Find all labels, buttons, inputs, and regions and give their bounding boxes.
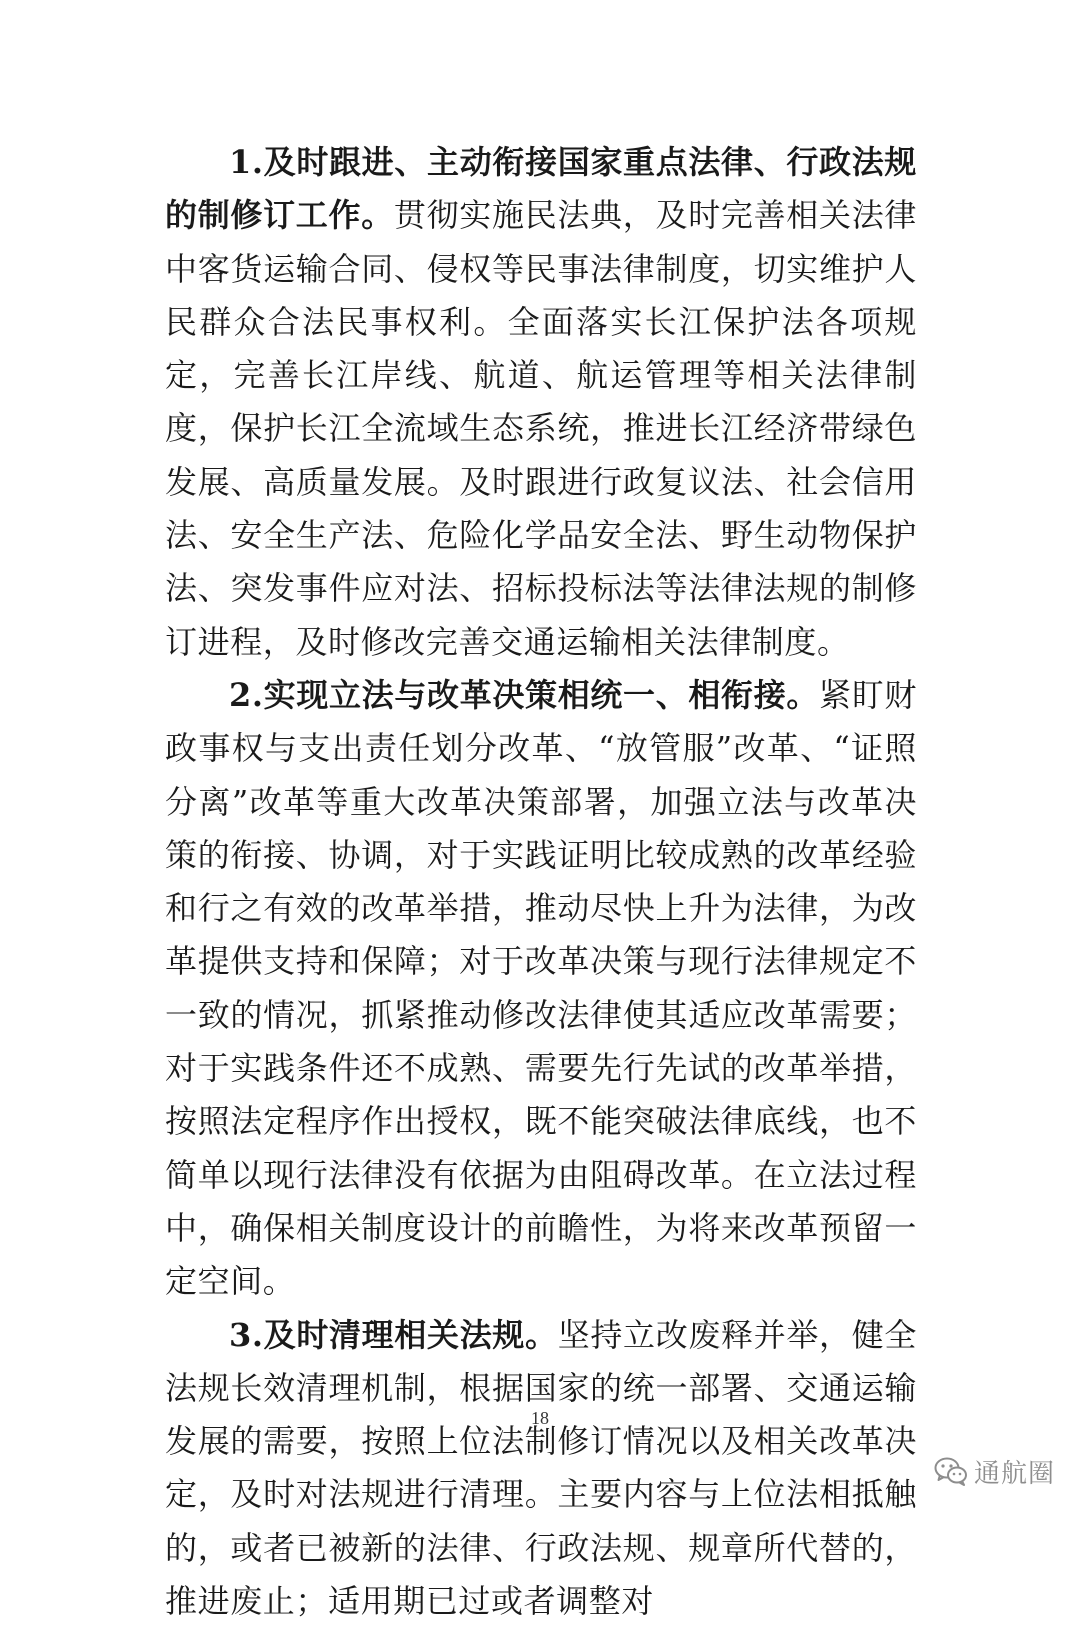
watermark-text: 通航圈	[974, 1458, 1056, 1489]
paragraph-1	[165, 136, 917, 669]
paragraph-1-heading: 1.及时跟进、主动衔接国家重点法律、行政法规的制修订工作。	[165, 143, 917, 235]
paragraph-2	[165, 669, 917, 1309]
paragraph-3-heading: 3.及时清理相关法规。	[229, 1315, 558, 1354]
document-body	[165, 136, 917, 1628]
paragraph-2-heading: 2.实现立法与改革决策相统一、相衔接。	[229, 675, 820, 714]
wechat-icon	[934, 1456, 968, 1486]
paragraph-1-text: 贯彻实施民法典，及时完善相关法律中客货运输合同、侵权等民事法律制度，切实维护人民群众合法民事权利。全面落实长江保护法各项规定，完善长江岸线、航道、航运管理等相关法律制度，保护长江全流域生态系统，推进长江经济带绿色发展、高质量发展。及时跟进行政复议法、社会信用法、安全生产法、危险化学品安全法、野生动物保护法、突发事件应对法、招标投标法等法律法规的制修订进程，及时修改完善交通运输相关法律制度。	[165, 196, 917, 661]
paragraph-3-text: 坚持立改废释并举，健全法规长效清理机制，根据国家的统一部署、交通运输发展的需要，按照上位法制修订情况以及相关改革决定，及时对法规进行清理。主要内容与上位法相抵触的，或者已被新的法律、行政法规、规章所代替的，推进废止；适用期已过或者调整对	[165, 1315, 917, 1621]
page-number: 18	[531, 1408, 549, 1428]
watermark	[934, 1451, 1055, 1491]
paragraph-2-text: 紧盯财政事权与支出责任划分改革、“放管服”改革、“证照分离”改革等重大改革决策部署，加强立法与改革决策的衔接、协调，对于实践证明比较成熟的改革经验和行之有效的改革举措，推动尽快上升为法律，为改革提供支持和保障；对于改革决策与现行法律规定不一致的情况，抓紧推动修改法律使其适应改革需要；对于实践条件还不成熟、需要先行先试的改革举措，按照法定程序作出授权，既不能突破法律底线，也不简单以现行法律没有依据为由阻碍改革。在立法过程中，确保相关制度设计的前瞻性，为将来改革预留一定空间。	[165, 675, 917, 1301]
paragraph-3	[165, 1309, 917, 1628]
